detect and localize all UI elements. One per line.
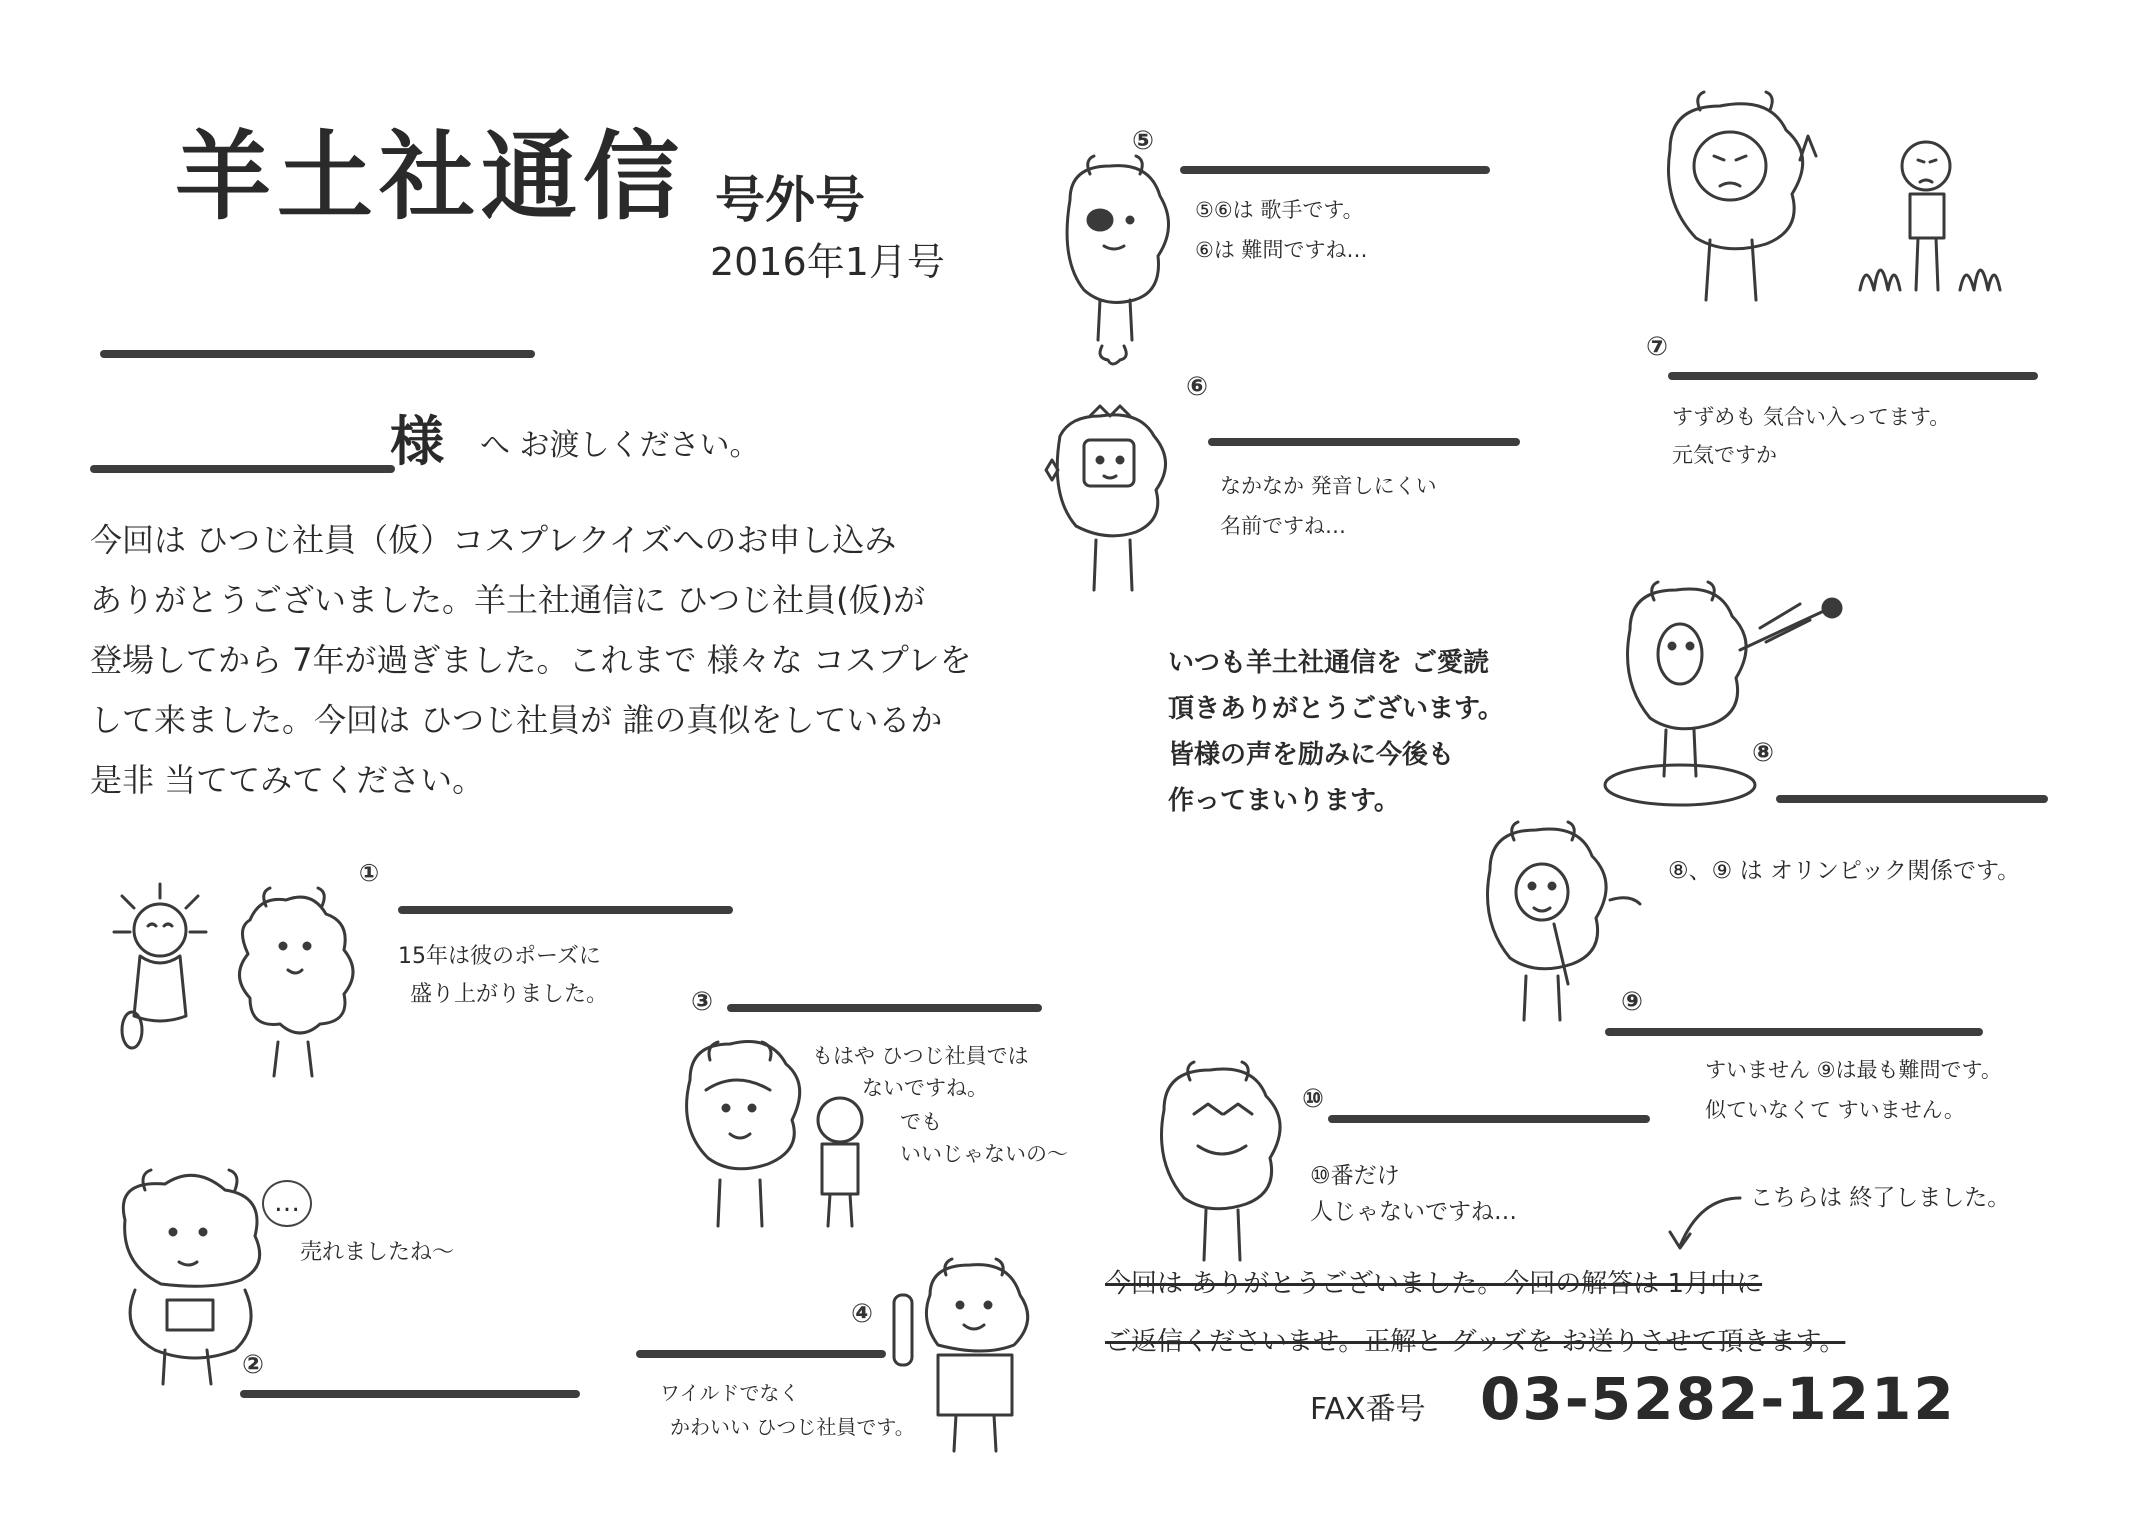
thanks-line: 作ってまいります。 <box>1168 786 1400 816</box>
answer-blank-7 <box>1668 372 2038 380</box>
quiz-comment-4 <box>660 1376 915 1444</box>
speech-bubble-2: … <box>262 1180 312 1227</box>
thanks-message <box>1168 640 1504 824</box>
answer-blank-10 <box>1328 1115 1650 1123</box>
comment-line: 名前ですね… <box>1220 514 1346 538</box>
intro-line: 是非 当ててみてください。 <box>90 761 485 799</box>
sheep-illustration-1 <box>90 880 370 1080</box>
answer-blank-6 <box>1208 438 1520 446</box>
struck-line: ご返信くださいませ。正解と グッズを お送りさせて頂きます。 <box>1105 1327 1846 1357</box>
comment-line: もはや ひつじ社員では <box>812 1044 1029 1068</box>
honorific-sama: 様 <box>390 410 444 473</box>
answer-blank-8 <box>1776 795 2048 803</box>
olympic-note: ⑧、⑨ は オリンピック関係です。 <box>1668 858 2021 884</box>
sheep-illustration-7 <box>1640 90 2020 310</box>
intro-line: 登場してから 7年が過ぎました。これまで 様々な コスプレを <box>90 641 972 679</box>
comment-line: ワイルドでなく <box>660 1381 800 1405</box>
answer-blank-5 <box>1180 166 1490 174</box>
issue-date: 2016年1月号 <box>710 240 945 284</box>
answer-blank-4 <box>636 1350 886 1358</box>
comment-line: すいません ⑨は最も難問です。 <box>1705 1058 2002 1082</box>
intro-line: して来ました。今回は ひつじ社員が 誰の真似をしているか <box>90 701 943 739</box>
olympic-num-9: ⑨ <box>1711 858 1733 884</box>
sheep-illustration-8 <box>1600 580 1860 810</box>
comment-line: 元気ですか <box>1672 443 1777 467</box>
olympic-num-8: ⑧ <box>1668 858 1689 884</box>
comment-line: ⑩番だけ <box>1310 1163 1400 1189</box>
comment-line: ⑥は 難問ですね… <box>1195 238 1368 262</box>
sheep-illustration-6 <box>1040 400 1190 600</box>
olympic-note-text: は オリンピック関係です。 <box>1739 858 2021 884</box>
quiz-number-2: ② <box>241 1350 264 1380</box>
answer-blank-1 <box>398 906 733 914</box>
comment-line: なかなか 発音しにくい <box>1220 474 1437 498</box>
ended-note: こちらは 終了しました。 <box>1750 1185 2011 1211</box>
newsletter-title: 羊土社通信 <box>175 121 685 233</box>
comment-line: でも <box>900 1110 942 1134</box>
thanks-line: いつも羊土社通信を ご愛読 <box>1168 648 1490 678</box>
address-suffix: へ お渡しください。 <box>480 428 760 463</box>
quiz-number-1: ① <box>358 859 380 887</box>
quiz-number-10: ⑩ <box>1301 1084 1324 1114</box>
recipient-name-blank <box>90 465 395 473</box>
intro-paragraph <box>90 510 972 810</box>
quiz-number-9: ⑨ <box>1620 987 1643 1017</box>
quiz-number-4: ④ <box>850 1299 873 1329</box>
recipient-org-blank <box>100 350 535 358</box>
sheep-illustration-10 <box>1150 1060 1300 1270</box>
fax-number: 03-5282-1212 <box>1480 1365 1956 1433</box>
fax-label: FAX番号 <box>1310 1392 1426 1427</box>
intro-line: 今回は ひつじ社員（仮）コスプレクイズへのお申し込み <box>90 521 897 559</box>
comment-line: ⑤⑥は 歌手です。 <box>1195 198 1364 222</box>
comment-line: いいじゃないの～ <box>900 1142 1068 1166</box>
arrow-icon <box>1660 1188 1750 1258</box>
closing-message-struck <box>1105 1255 1845 1371</box>
quiz-comment-1 <box>398 938 608 1014</box>
comment-line: 人じゃないですね… <box>1310 1199 1517 1225</box>
thanks-line: 皆様の声を励みに今後も <box>1168 740 1455 770</box>
answer-blank-3 <box>727 1004 1042 1012</box>
comment-line: すずめも 気合い入ってます。 <box>1672 405 1951 429</box>
comment-line: かわいい ひつじ社員です。 <box>670 1415 915 1439</box>
quiz-comment-2: 売れましたね～ <box>300 1240 455 1265</box>
quiz-comment-7 <box>1672 398 1950 474</box>
comment-line: 似ていなくて すいません。 <box>1705 1098 1965 1122</box>
quiz-comment-6 <box>1220 466 1437 546</box>
intro-line: ありがとうございました。羊土社通信に ひつじ社員(仮)が <box>90 581 926 619</box>
struck-line: 今回は ありがとうございました。今回の解答は 1月中に <box>1105 1269 1763 1299</box>
quiz-number-8: ⑧ <box>1751 738 1774 768</box>
newsletter-subtitle: 号外号 <box>715 171 865 229</box>
quiz-number-5: ⑤ <box>1131 126 1154 156</box>
quiz-comment-9 <box>1705 1050 2002 1130</box>
thanks-line: 頂きありがとうございます。 <box>1168 694 1504 724</box>
quiz-comment-3b <box>900 1106 1068 1170</box>
quiz-number-3: ③ <box>690 987 713 1017</box>
quiz-comment-5 <box>1195 190 1368 270</box>
sheep-illustration-5 <box>1050 150 1190 370</box>
quiz-comment-10 <box>1310 1158 1517 1230</box>
comment-line: ないですね。 <box>862 1076 988 1100</box>
quiz-number-7: ⑦ <box>1645 332 1668 362</box>
quiz-number-6: ⑥ <box>1185 372 1208 402</box>
quiz-comment-3 <box>812 1040 1029 1104</box>
comment-line: 盛り上がりました。 <box>410 982 609 1007</box>
answer-blank-2 <box>240 1390 580 1398</box>
answer-blank-9 <box>1605 1028 1983 1036</box>
comment-line: 15年は彼のポーズに <box>398 944 601 969</box>
